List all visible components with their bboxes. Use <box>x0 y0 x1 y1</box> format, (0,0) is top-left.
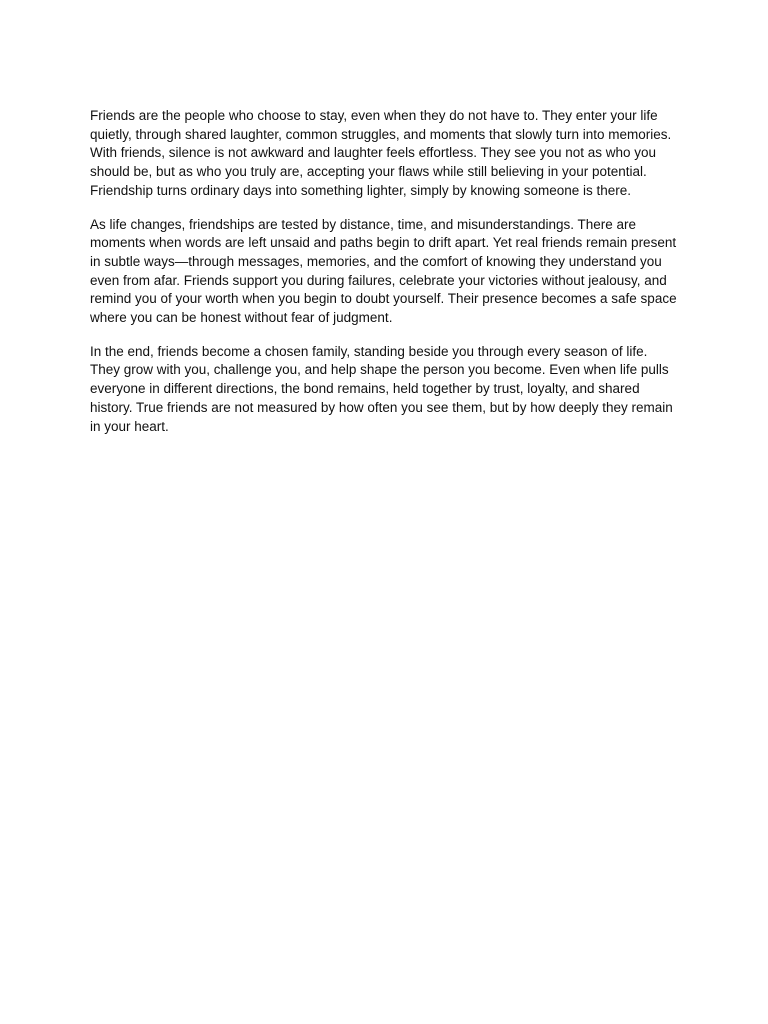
paragraph-2: As life changes, friendships are tested by distance, time, and misunderstandings. There are moments when words are left unsaid and paths begin to drift apart. Yet real friends remain present in subtle ways—through messages, memories, and the comfort of knowing they understand you even from afar. Friends support you during failures, celebrate your victories without jealousy, and remind you of your worth when you begin to doubt yourself. Their presence becomes a safe space where you can be honest without fear of judgment. <box>90 216 677 326</box>
paragraph-1: Friends are the people who choose to stay, even when they do not have to. They enter your life quietly, through shared laughter, common struggles, and moments that slowly turn into memories. With friends, silence is not awkward and laughter feels effortless. They see you not as who you should be, but as who you truly are, accepting your flaws while still believing in your potential. Friendship turns ordinary days into something lighter, simply by knowing someone is there. <box>90 108 672 198</box>
paragraph-3: In the end, friends become a chosen family, standing beside you through every season of life. They grow with you, challenge you, and help shape the person you become. Even when life pulls everyone in different directions, the bond remains, held together by trust, loyalty, and shared history. True friends are not measured by how often you see them, but by how deeply they remain in your heart. <box>90 343 673 434</box>
document-body <box>90 107 680 451</box>
